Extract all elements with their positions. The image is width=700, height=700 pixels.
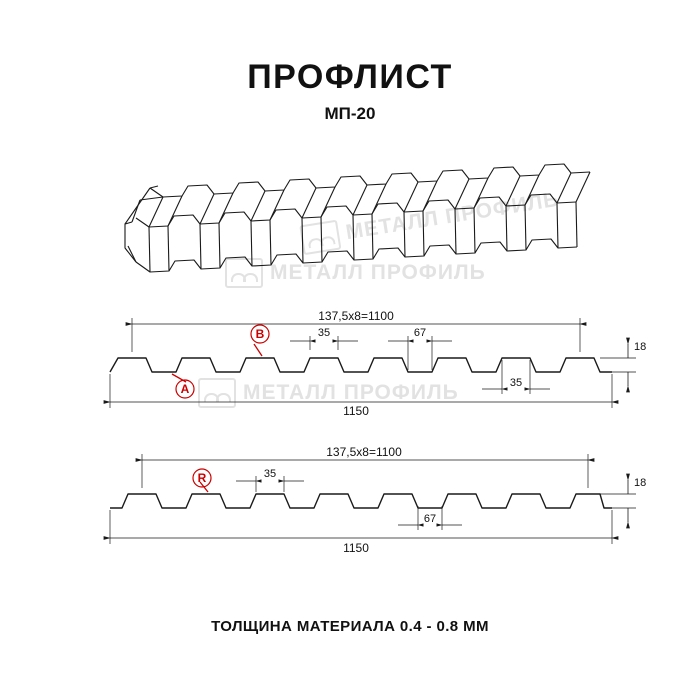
dim-rib-top: 35 — [317, 327, 331, 339]
dim-height-bottom: 18 — [634, 477, 647, 489]
dim-flat-bottom: 67 — [423, 513, 437, 525]
dim-overall-bottom: 1150 — [343, 541, 369, 555]
marker-r — [193, 469, 211, 492]
dim-pitch-bottom: 137,5х8=1100 — [326, 445, 402, 459]
marker-a — [172, 374, 194, 398]
dim-rib-bottom: 35 — [263, 468, 277, 480]
dim-rib-right-top: 35 — [509, 377, 523, 389]
dim-flat-top: 67 — [413, 327, 427, 339]
page-title: ПРОФЛИСТ — [247, 58, 453, 96]
page-subtitle: МП-20 — [324, 104, 376, 123]
material-thickness-note: ТОЛЩИНА МАТЕРИАЛА 0.4 - 0.8 ММ — [211, 618, 489, 635]
watermark-text: МЕТАЛЛ ПРОФИЛЬ — [344, 187, 561, 245]
svg-text:A: A — [180, 382, 190, 396]
watermark-text: МЕТАЛЛ ПРОФИЛЬ — [270, 261, 486, 284]
svg-text:R: R — [197, 471, 207, 485]
dim-overall-top: 1150 — [343, 404, 369, 418]
svg-text:B: B — [255, 327, 265, 341]
marker-b — [251, 325, 269, 356]
profile-section-top — [110, 309, 646, 418]
watermark-text: МЕТАЛЛ ПРОФИЛЬ — [243, 381, 459, 404]
dim-height-top: 18 — [634, 341, 647, 353]
dim-pitch-top: 137,5х8=1100 — [318, 309, 394, 323]
isometric-sheet-view — [125, 164, 590, 272]
profile-section-bottom — [110, 445, 646, 555]
